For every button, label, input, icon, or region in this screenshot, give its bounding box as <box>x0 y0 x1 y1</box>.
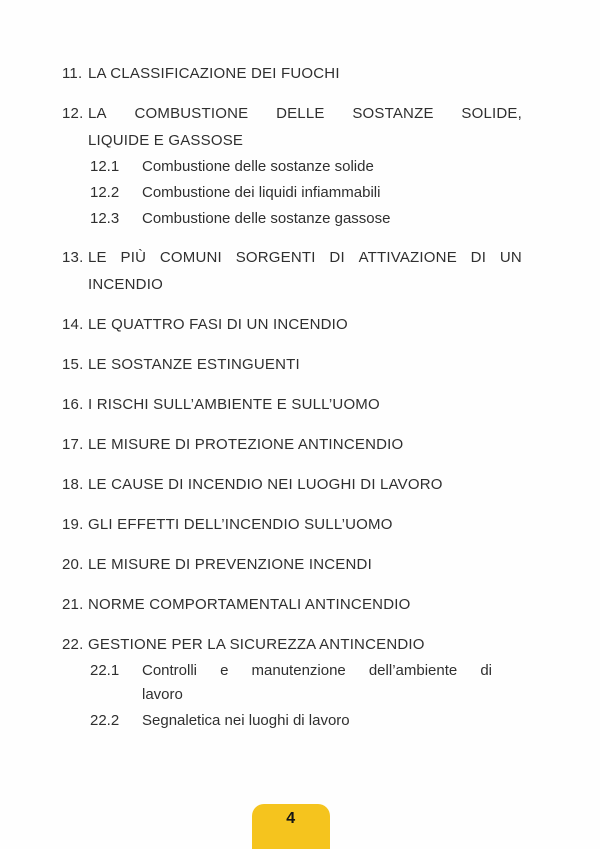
toc-item-text <box>88 244 522 298</box>
toc-item <box>62 60 522 87</box>
toc-line: LE CAUSE DI INCENDIO NEI LUOGHI DI LAVORO <box>88 476 443 493</box>
toc-item <box>62 431 522 458</box>
toc-item <box>62 471 522 498</box>
toc-word: COMBUSTIONE <box>134 105 249 122</box>
toc-item-number: 12.1 <box>90 158 120 175</box>
toc-item-row <box>62 391 522 418</box>
toc-item-row <box>62 431 522 458</box>
toc-word: Controlli <box>142 662 198 679</box>
toc-line: NORME COMPORTAMENTALI ANTINCENDIO <box>88 596 411 613</box>
toc-item-text <box>88 471 522 498</box>
toc-word: LA <box>88 105 107 122</box>
toc-item <box>62 511 522 538</box>
toc-line <box>142 659 492 683</box>
toc-item-text <box>88 511 522 538</box>
toc-item-number: 13. <box>62 249 84 266</box>
toc-line: Combustione delle sostanze solide <box>142 158 374 175</box>
toc-word: di <box>480 662 492 679</box>
toc-item <box>62 631 522 733</box>
toc-item-text <box>88 591 522 618</box>
toc-item-text <box>88 551 522 578</box>
toc-line: LE QUATTRO FASI DI UN INCENDIO <box>88 316 348 333</box>
toc-item <box>62 311 522 338</box>
toc-item-row <box>62 311 522 338</box>
toc-subitem-row <box>90 659 522 707</box>
toc-line: GLI EFFETTI DELL’INCENDIO SULL’UOMO <box>88 516 393 533</box>
toc-item-number: 16. <box>62 396 84 413</box>
toc-word: DI <box>470 249 487 266</box>
toc-item-text <box>142 181 492 205</box>
toc-item <box>62 244 522 298</box>
toc-item-number: 12.2 <box>90 184 120 201</box>
toc-item-row <box>62 631 522 658</box>
toc-item-number: 22.1 <box>90 662 120 679</box>
toc-word: SOSTANZE <box>352 105 434 122</box>
toc-word: SORGENTI <box>235 249 316 266</box>
page-number: 4 <box>286 810 296 827</box>
toc-item-number: 18. <box>62 476 84 493</box>
toc-item-text <box>88 631 522 658</box>
toc-item-number: 21. <box>62 596 84 613</box>
toc-item-row <box>62 351 522 378</box>
toc-item-text <box>88 431 522 458</box>
toc-item-text <box>142 709 492 733</box>
toc-item-number: 12.3 <box>90 210 120 227</box>
toc-item-row <box>62 591 522 618</box>
toc-word: DELLE <box>276 105 325 122</box>
toc-line <box>88 244 522 271</box>
toc-item-row <box>62 551 522 578</box>
toc-word: UN <box>499 249 522 266</box>
toc-item <box>62 391 522 418</box>
table-of-contents <box>62 60 522 746</box>
toc-item-text <box>142 659 492 707</box>
toc-item-text <box>88 311 522 338</box>
toc-line: Combustione delle sostanze gassose <box>142 210 391 227</box>
toc-item-row <box>62 471 522 498</box>
toc-item-text <box>88 60 522 87</box>
page-number-badge <box>252 804 330 849</box>
toc-word: manutenzione <box>251 662 346 679</box>
toc-word: LE <box>88 249 107 266</box>
toc-item-number: 14. <box>62 316 84 333</box>
toc-subitem-row <box>90 155 522 179</box>
toc-subitem-row <box>90 207 522 231</box>
toc-item-number: 12. <box>62 105 84 122</box>
toc-item-row <box>62 100 522 154</box>
toc-line: LE SOSTANZE ESTINGUENTI <box>88 356 300 373</box>
toc-item-number: 20. <box>62 556 84 573</box>
toc-line: LIQUIDE E GASSOSE <box>88 132 244 149</box>
toc-item-number: 17. <box>62 436 84 453</box>
toc-item-number: 22. <box>62 636 84 653</box>
toc-sublist <box>62 659 522 733</box>
toc-line <box>88 100 522 127</box>
toc-word: DI <box>329 249 345 266</box>
toc-word: e <box>220 662 229 679</box>
toc-item-row <box>62 244 522 298</box>
toc-item <box>62 351 522 378</box>
toc-item-number: 15. <box>62 356 84 373</box>
toc-item-number: 11. <box>62 65 83 82</box>
toc-line: Combustione dei liquidi infiammabili <box>142 184 381 201</box>
toc-item-row <box>62 511 522 538</box>
toc-sublist <box>62 155 522 231</box>
toc-word: PIÙ <box>120 249 147 266</box>
toc-item-text <box>142 207 492 231</box>
toc-item-number: 19. <box>62 516 84 533</box>
toc-word: SOLIDE, <box>461 105 522 122</box>
toc-subitem-row <box>90 181 522 205</box>
toc-line: LA CLASSIFICAZIONE DEI FUOCHI <box>88 65 340 82</box>
toc-item-text <box>88 100 522 154</box>
toc-item-text <box>88 391 522 418</box>
toc-item-text <box>88 351 522 378</box>
toc-line: LE MISURE DI PROTEZIONE ANTINCENDIO <box>88 436 404 453</box>
toc-line: I RISCHI SULL’AMBIENTE E SULL’UOMO <box>88 396 380 413</box>
toc-item <box>62 100 522 231</box>
toc-word: dell’ambiente <box>368 662 458 679</box>
toc-line: GESTIONE PER LA SICUREZZA ANTINCENDIO <box>88 636 425 653</box>
toc-item-number: 22.2 <box>90 712 120 729</box>
toc-subitem-row <box>90 709 522 733</box>
toc-item <box>62 591 522 618</box>
toc-item-row <box>62 60 522 87</box>
toc-word: COMUNI <box>159 249 222 266</box>
toc-word: ATTIVAZIONE <box>358 249 457 266</box>
toc-line: lavoro <box>142 686 183 703</box>
toc-item-text <box>142 155 492 179</box>
toc-line: INCENDIO <box>88 276 163 293</box>
toc-item <box>62 551 522 578</box>
toc-line: LE MISURE DI PREVENZIONE INCENDI <box>88 556 372 573</box>
toc-line: Segnaletica nei luoghi di lavoro <box>142 712 350 729</box>
